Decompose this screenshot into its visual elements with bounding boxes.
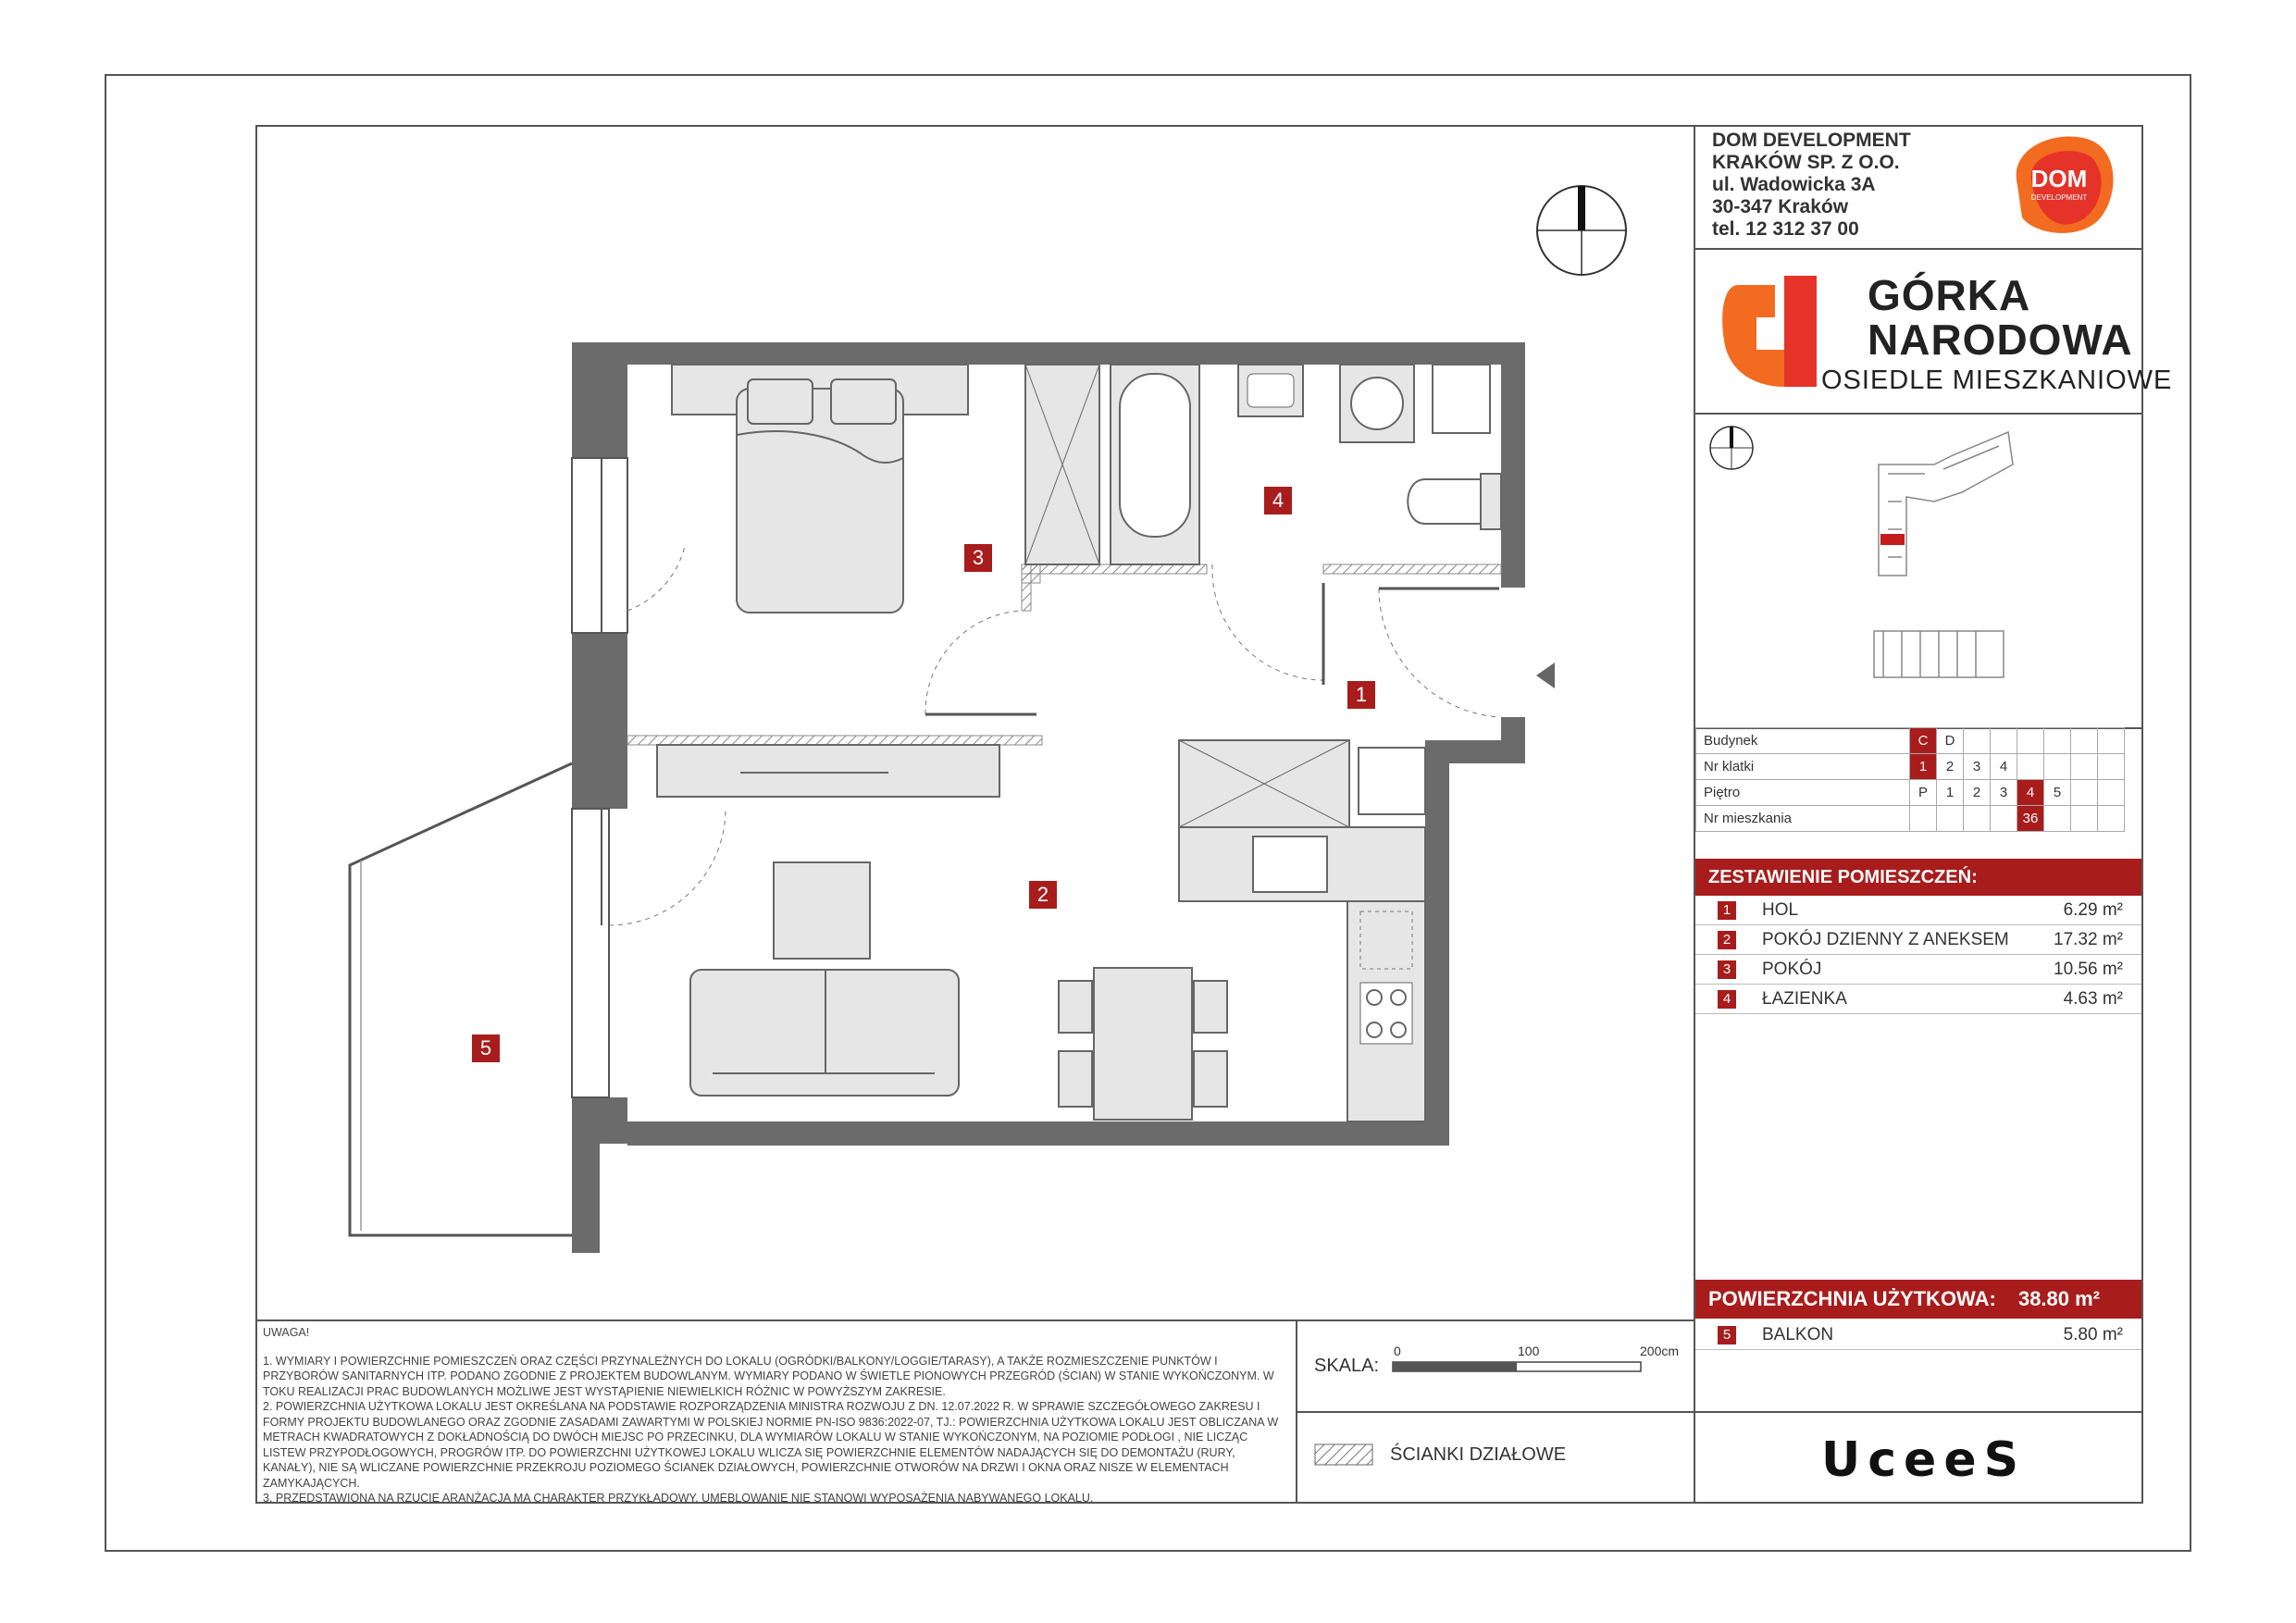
total-area-bar (1695, 1280, 2141, 1319)
total-area-label: POWIERZCHNIA UŻYTKOWA: (1708, 1287, 1996, 1310)
plan-room-label-4: 4 (1264, 487, 1292, 514)
apartment-label: Nr mieszkania (1696, 806, 1910, 832)
floor-option-p[interactable]: P (1910, 780, 1937, 806)
plan-room-label-5: 5 (472, 1035, 500, 1062)
notes-divider (255, 1319, 1695, 1321)
dom-development-logo (1999, 130, 2119, 241)
scale-tick-0: 0 (1394, 1344, 1401, 1358)
mini-compass-icon (1707, 424, 1756, 472)
floor-option-2[interactable]: 2 (1964, 780, 1991, 806)
building-row (1696, 728, 2125, 754)
site-key-plan (1869, 427, 2027, 687)
room-area: 10.56 m² (2054, 960, 2123, 979)
staircase-option-4[interactable]: 4 (1991, 754, 2017, 780)
balcony-name: BALKON (1762, 1325, 1834, 1344)
company-phone: tel. 12 312 37 00 (1712, 218, 1859, 240)
gorka-narodowa-logo-mark (1719, 276, 1831, 392)
company-street: ul. Wadowicka 3A (1712, 174, 1876, 195)
sidebar-line-4 (1694, 1411, 2143, 1413)
staircase-row (1696, 754, 2125, 780)
staircase-option-1[interactable]: 1 (1910, 754, 1937, 780)
compass-icon (1534, 183, 1629, 278)
sidebar-line-1 (1694, 248, 2143, 250)
ucees-logo: UceeS (1821, 1432, 2027, 1488)
building-option-d[interactable]: D (1937, 728, 1964, 754)
plan-room-label-3: 3 (964, 544, 992, 572)
apartment-selector-table (1695, 727, 2125, 832)
notes-paragraph-2: 2. POWIERZCHNIA UŻYTKOWA LOKALU JEST OKREŚLANA NA PODSTAWIE ROZPORZĄDZENIA MINISTRA ROZWOJU Z DN. 12.07.2022 R. W SPRAWIE SZCZEGÓŁOWEGO ZAKRESU I FORMY PROJEKTU BUDOWLANEGO ORAZ ZGODNIE ZASADAMI ZAWARTYMI W POLSKIEJ NORMIE PN-ISO 9836:2022-07, TJ.: POWIERZCHNIA UŻYTKOWA LOKALU JEST OBLICZANA W METRACH KWADRATOWYCH Z DOKŁADNOŚCIĄ DO DWÓCH MIEJSC PO PRZECINKU, DLA WYMIARÓW LOKALU W STANIE WYKOŃCZONYM, NA POZIOMIE PODŁOGI , NIE LICZĄC LISTEW PRZYPODŁOGOWYCH, PROGRÓW ITP. DO POWIERZCHNI UŻYTKOWEJ LOKALU WLICZA SIĘ POWIERZCHNIE ELEMENTÓW NADAJĄCYCH SIĘ DO DEMONTAŻU (RURY, KANAŁY), NIE SĄ WLICZANE POWIERZCHNIE PRZEKROJU POZIOMEGO ŚCIANEK DZIAŁOWYCH, POWIERZCHNIE OTWORÓW NA DRZWI I OKNA ORAZ NISZE W ELEMENTACH ZAMYKAJĄCYCH. (263, 1400, 1279, 1490)
dom-logo-text: DOM (2030, 165, 2088, 192)
room-number: 3 (1718, 960, 1736, 979)
floor-row (1696, 780, 2125, 806)
company-name-2: KRAKÓW SP. Z O.O. (1712, 152, 1900, 173)
partition-wall-hatch-icon (1314, 1443, 1373, 1466)
balcony-number: 5 (1718, 1326, 1736, 1344)
legend-divider (1296, 1411, 1694, 1413)
notes-paragraph-3: 3. PRZEDSTAWIONA NA RZUCIE ARANŻACJA MA CHARAKTER PRZYKŁADOWY, UMEBLOWANIE NIE STANOWI WYPOSAŻENIA NABYWANEGO LOKALU. (263, 1492, 1094, 1505)
floor-option-4[interactable]: 4 (2017, 780, 2044, 806)
balcony-area: 5.80 m² (2063, 1325, 2123, 1344)
room-number: 2 (1718, 931, 1736, 949)
notes-block (263, 1325, 1281, 1506)
project-subtitle: OSIEDLE MIESZKANIOWE (1821, 365, 2173, 395)
room-row-3 (1695, 955, 2141, 985)
building-option-c[interactable]: C (1910, 728, 1937, 754)
floor-label: Piętro (1696, 780, 1910, 806)
floor-option-3[interactable]: 3 (1991, 780, 2017, 806)
room-area: 4.63 m² (2063, 989, 2123, 1009)
room-name: HOL (1762, 900, 1799, 920)
staircase-option-2[interactable]: 2 (1937, 754, 1964, 780)
company-name-1: DOM DEVELOPMENT (1712, 130, 1911, 151)
room-number: 4 (1718, 990, 1736, 1009)
plan-room-label-1: 1 (1347, 681, 1375, 709)
floor-option-1[interactable]: 1 (1937, 780, 1964, 806)
scale-tick-100: 100 (1518, 1344, 1540, 1358)
floor-option-5[interactable]: 5 (2044, 780, 2071, 806)
rooms-list (1695, 896, 2141, 1014)
room-number: 1 (1718, 901, 1736, 920)
apartment-row (1696, 806, 2125, 832)
staircase-label: Nr klatki (1696, 754, 1910, 780)
total-area-value: 38.80 m² (2017, 1287, 2101, 1310)
project-name-line-2: NARODOWA (1868, 316, 2133, 364)
room-row-4 (1695, 985, 2141, 1014)
company-address (1712, 130, 1911, 241)
company-city: 30-347 Kraków (1712, 196, 1849, 217)
legend-partition-walls: ŚCIANKI DZIAŁOWE (1390, 1444, 1567, 1465)
room-row-2 (1695, 925, 2141, 955)
balcony-row (1695, 1320, 2141, 1350)
sidebar-line-2 (1694, 413, 2143, 415)
room-row-1 (1695, 896, 2141, 925)
staircase-option-3[interactable]: 3 (1964, 754, 1991, 780)
notes-title: UWAGA! (263, 1326, 310, 1339)
notes-paragraph-1: 1. WYMIARY I POWIERZCHNIE POMIESZCZEŃ ORAZ CZĘŚCI PRZYNALEŻNYCH DO LOKALU (OGRÓDKI/BALKONY/LOGGIE/TARASY), A TAKŻE ROZMIESZCZENIE PUNKTÓW I PRZYBORÓW SANITARNYCH ITP. PODANO ZGODNIE Z PROJEKTEM BUDOWLANYM. WYMIARY PODANO W ŚWIETLE PIONOWYCH PRZEGRÓD (ŚCIAN) W STANIE WYKOŃCZONYM. W TOKU REALIZACJI PRAC BUDOWLANYCH MOŻLIWE JEST WYSTĄPIENIE NIEWIELKICH RÓŻNIC W POWYŻSZYM ZAKRESIE. (263, 1354, 1274, 1398)
scale-label: SKALA: (1314, 1356, 1380, 1376)
room-area: 6.29 m² (2063, 900, 2123, 920)
dom-logo-subtext: DEVELOPMENT (2030, 193, 2088, 202)
building-label: Budynek (1696, 728, 1910, 754)
apartment-number: 36 (2017, 806, 2044, 832)
room-name: ŁAZIENKA (1762, 989, 1847, 1009)
room-name: POKÓJ DZIENNY Z ANEKSEM (1762, 930, 2009, 949)
room-name: POKÓJ (1762, 960, 1822, 979)
room-area: 17.32 m² (2054, 930, 2123, 949)
floor-plan (333, 333, 1555, 1258)
rooms-header: ZESTAWIENIE POMIESZCZEŃ: (1695, 859, 2141, 896)
project-name-line-1: GÓRKA (1868, 271, 2031, 319)
scale-bar (1392, 1360, 1644, 1375)
plan-room-label-2: 2 (1029, 881, 1057, 909)
scale-tick-200: 200cm (1640, 1344, 1680, 1358)
